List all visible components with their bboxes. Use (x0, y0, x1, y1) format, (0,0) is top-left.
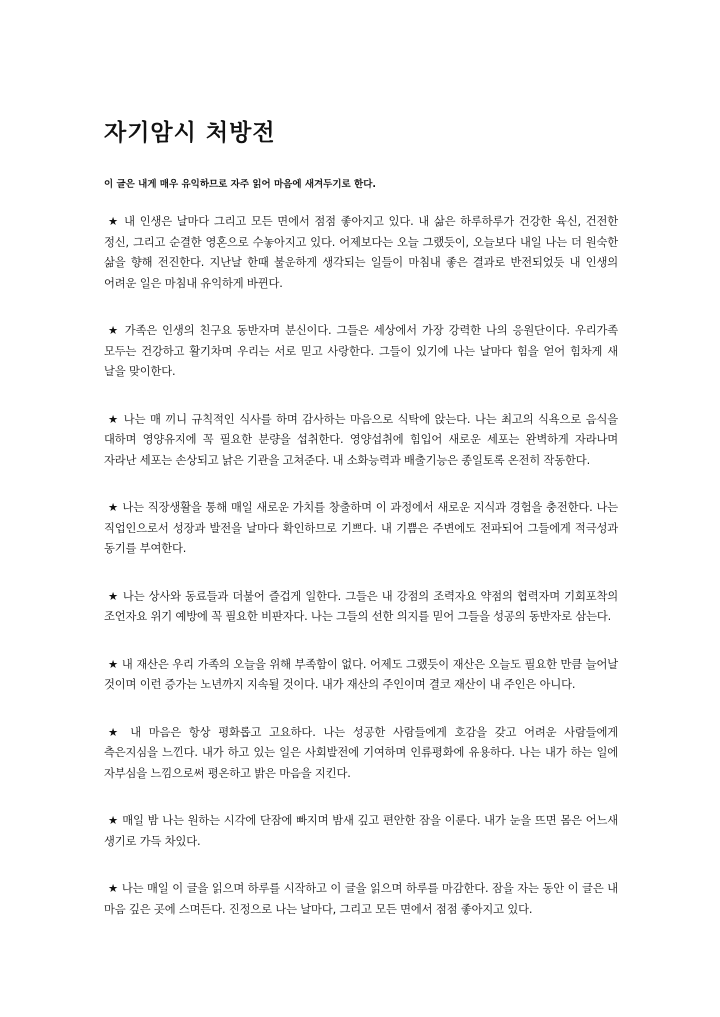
paragraph-meals: ★ 나는 매 끼니 규칙적인 식사를 하며 감사하는 마음으로 식탁에 앉는다. 나는 최고의 식욕으로 음식을 대하며 영양유지에 꼭 필요한 분량을 섭취한다. 영양섭취에 힘입어 새로운 세포는 완벽하게 자라나며 자라난 세포는 손상되고 낡은 기관을 고쳐준다. 내 소화능력과 배출기능은 종일토록 온전히 작동한다. (104, 412, 618, 467)
paragraph-colleagues: ★ 나는 상사와 동료들과 더불어 즐겁게 일한다. 그들은 내 강점의 조력자요 약점의 협력자며 기회포착의 조언자요 위기 예방에 꼭 필요한 비판자다. 나는 그들의 선한 의지를 믿어 그들을 성공의 동반자로 삼는다. (104, 589, 618, 623)
paragraph-life: ★ 내 인생은 날마다 그리고 모든 면에서 점점 좋아지고 있다. 내 삶은 하루하루가 건강한 육신, 건전한 정신, 그리고 순결한 영혼으로 수놓아지고 있다. 어제보다는 오늘 그랬듯이, 오늘보다 내일 나는 더 원숙한 삶을 향해 전진한다. 지난날 한때 불운하게 생각되는 일들이 마침내 좋은 결과로 반전되었듯 내 인생의 어려운 일은 마침내 유익하게 바뀐다. (104, 215, 618, 290)
paragraph-family: ★ 가족은 인생의 친구요 동반자며 분신이다. 그들은 세상에서 가장 강력한 나의 응원단이다. 우리가족 모두는 건강하고 활기차며 우리는 서로 믿고 사랑한다. 그들이 있기에 나는 날마다 힘을 얻어 힘차게 새 날을 맞이한다. (104, 324, 618, 378)
paragraph-wealth: ★ 내 재산은 우리 가족의 오늘을 위해 부족함이 없다. 어제도 그랬듯이 재산은 오늘도 필요한 만큼 늘어날 것이며 이런 증가는 노년까지 지속될 것이다. 내가 재산의 주인이며 결코 재산이 내 주인은 아니다. (104, 657, 618, 691)
paragraph-work: ★ 나는 직장생활을 통해 매일 새로운 가치를 창출하며 이 과정에서 새로운 지식과 경험을 충전한다. 나는 직업인으로서 성장과 발전을 날마다 확인하므로 기쁘다. 내 기쁨은 주변에도 전파되어 그들에게 적극성과 동기를 부여한다. (104, 501, 618, 555)
paragraph-daily-reading: ★ 나는 매일 이 글을 읽으며 하루를 시작하고 이 글을 읽으며 하루를 마감한다. 잠을 자는 동안 이 글은 내 마음 깊은 곳에 스며든다. 진정으로 나는 날마다, 그리고 모든 면에서 점점 좋아지고 있다. (104, 882, 618, 916)
document-subtitle: 이 글은 내게 매우 유익하므로 자주 읽어 마음에 새겨두기로 한다. (104, 179, 376, 190)
paragraph-sleep: ★ 매일 밤 나는 원하는 시각에 단잠에 빠지며 밤새 깊고 편안한 잠을 이룬다. 내가 눈을 뜨면 몸은 어느새 생기로 가득 차있다. (104, 814, 618, 848)
paragraph-list (104, 212, 618, 947)
document-title: 자기암시 처방전 (104, 119, 276, 146)
paragraph-mind: ★ 내 마음은 항상 평화롭고 고요하다. 나는 성공한 사람들에게 호감을 갖고 어려운 사람들에게 측은지심을 느낀다. 내가 하고 있는 일은 사회발전에 기여하며 인류평화에 유용하다. 나는 내가 하는 일에 자부심을 느낌으로써 평온하고 밝은 마음을 지킨다. (104, 725, 618, 780)
